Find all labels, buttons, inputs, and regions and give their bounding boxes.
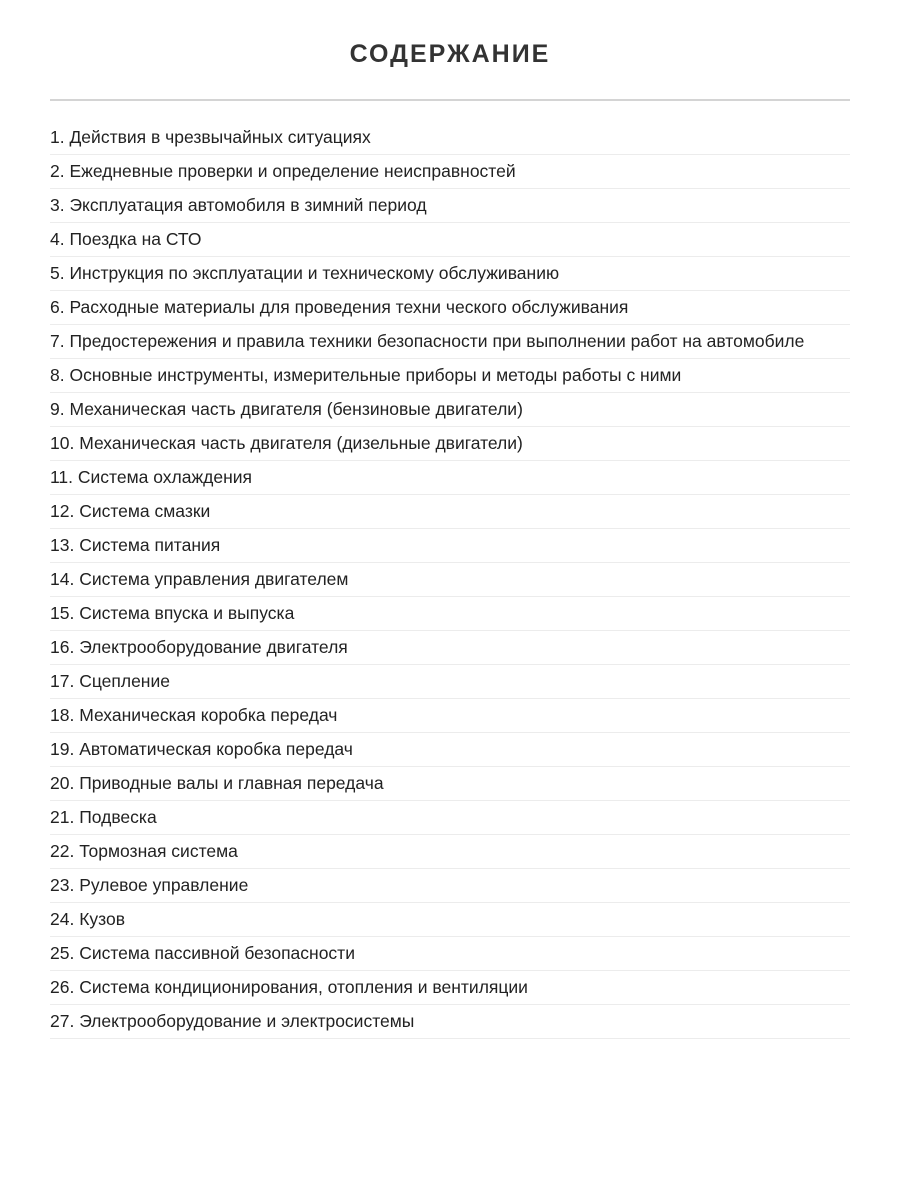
toc-item[interactable]: 11. Система охлаждения bbox=[50, 461, 850, 495]
toc-item[interactable]: 5. Инструкция по эксплуатации и техническому обслуживанию bbox=[50, 257, 850, 291]
toc-item[interactable]: 14. Система управления двигателем bbox=[50, 563, 850, 597]
table-of-contents-page bbox=[50, 0, 850, 1039]
toc-item[interactable]: 19. Автоматическая коробка передач bbox=[50, 733, 850, 767]
toc-item[interactable]: 16. Электрооборудование двигателя bbox=[50, 631, 850, 665]
toc-item[interactable]: 23. Рулевое управление bbox=[50, 869, 850, 903]
toc-item[interactable]: 12. Система смазки bbox=[50, 495, 850, 529]
toc-item[interactable]: 27. Электрооборудование и электросистемы bbox=[50, 1005, 850, 1039]
toc-item[interactable]: 15. Система впуска и выпуска bbox=[50, 597, 850, 631]
toc-list bbox=[50, 121, 850, 1039]
toc-item[interactable]: 4. Поездка на СТО bbox=[50, 223, 850, 257]
toc-item[interactable]: 7. Предостережения и правила техники безопасности при выполнении работ на автомобиле bbox=[50, 325, 850, 359]
toc-item[interactable]: 10. Механическая часть двигателя (дизельные двигатели) bbox=[50, 427, 850, 461]
toc-item[interactable]: 26. Система кондиционирования, отопления и вентиляции bbox=[50, 971, 850, 1005]
toc-item[interactable]: 1. Действия в чрезвычайных ситуациях bbox=[50, 121, 850, 155]
toc-item[interactable]: 8. Основные инструменты, измерительные приборы и методы работы с ними bbox=[50, 359, 850, 393]
toc-item[interactable]: 6. Расходные материалы для проведения техни ческого обслуживания bbox=[50, 291, 850, 325]
toc-item[interactable]: 22. Тормозная система bbox=[50, 835, 850, 869]
toc-item[interactable]: 17. Сцепление bbox=[50, 665, 850, 699]
toc-item[interactable]: 21. Подвеска bbox=[50, 801, 850, 835]
toc-item[interactable]: 20. Приводные валы и главная передача bbox=[50, 767, 850, 801]
title-divider bbox=[50, 99, 850, 101]
toc-item[interactable]: 9. Механическая часть двигателя (бензиновые двигатели) bbox=[50, 393, 850, 427]
page-title: СОДЕРЖАНИЕ bbox=[349, 40, 551, 68]
toc-item[interactable]: 2. Ежедневные проверки и определение неисправностей bbox=[50, 155, 850, 189]
toc-item[interactable]: 13. Система питания bbox=[50, 529, 850, 563]
toc-item[interactable]: 18. Механическая коробка передач bbox=[50, 699, 850, 733]
toc-item[interactable]: 24. Кузов bbox=[50, 903, 850, 937]
toc-item[interactable]: 25. Система пассивной безопасности bbox=[50, 937, 850, 971]
toc-item[interactable]: 3. Эксплуатация автомобиля в зимний период bbox=[50, 189, 850, 223]
